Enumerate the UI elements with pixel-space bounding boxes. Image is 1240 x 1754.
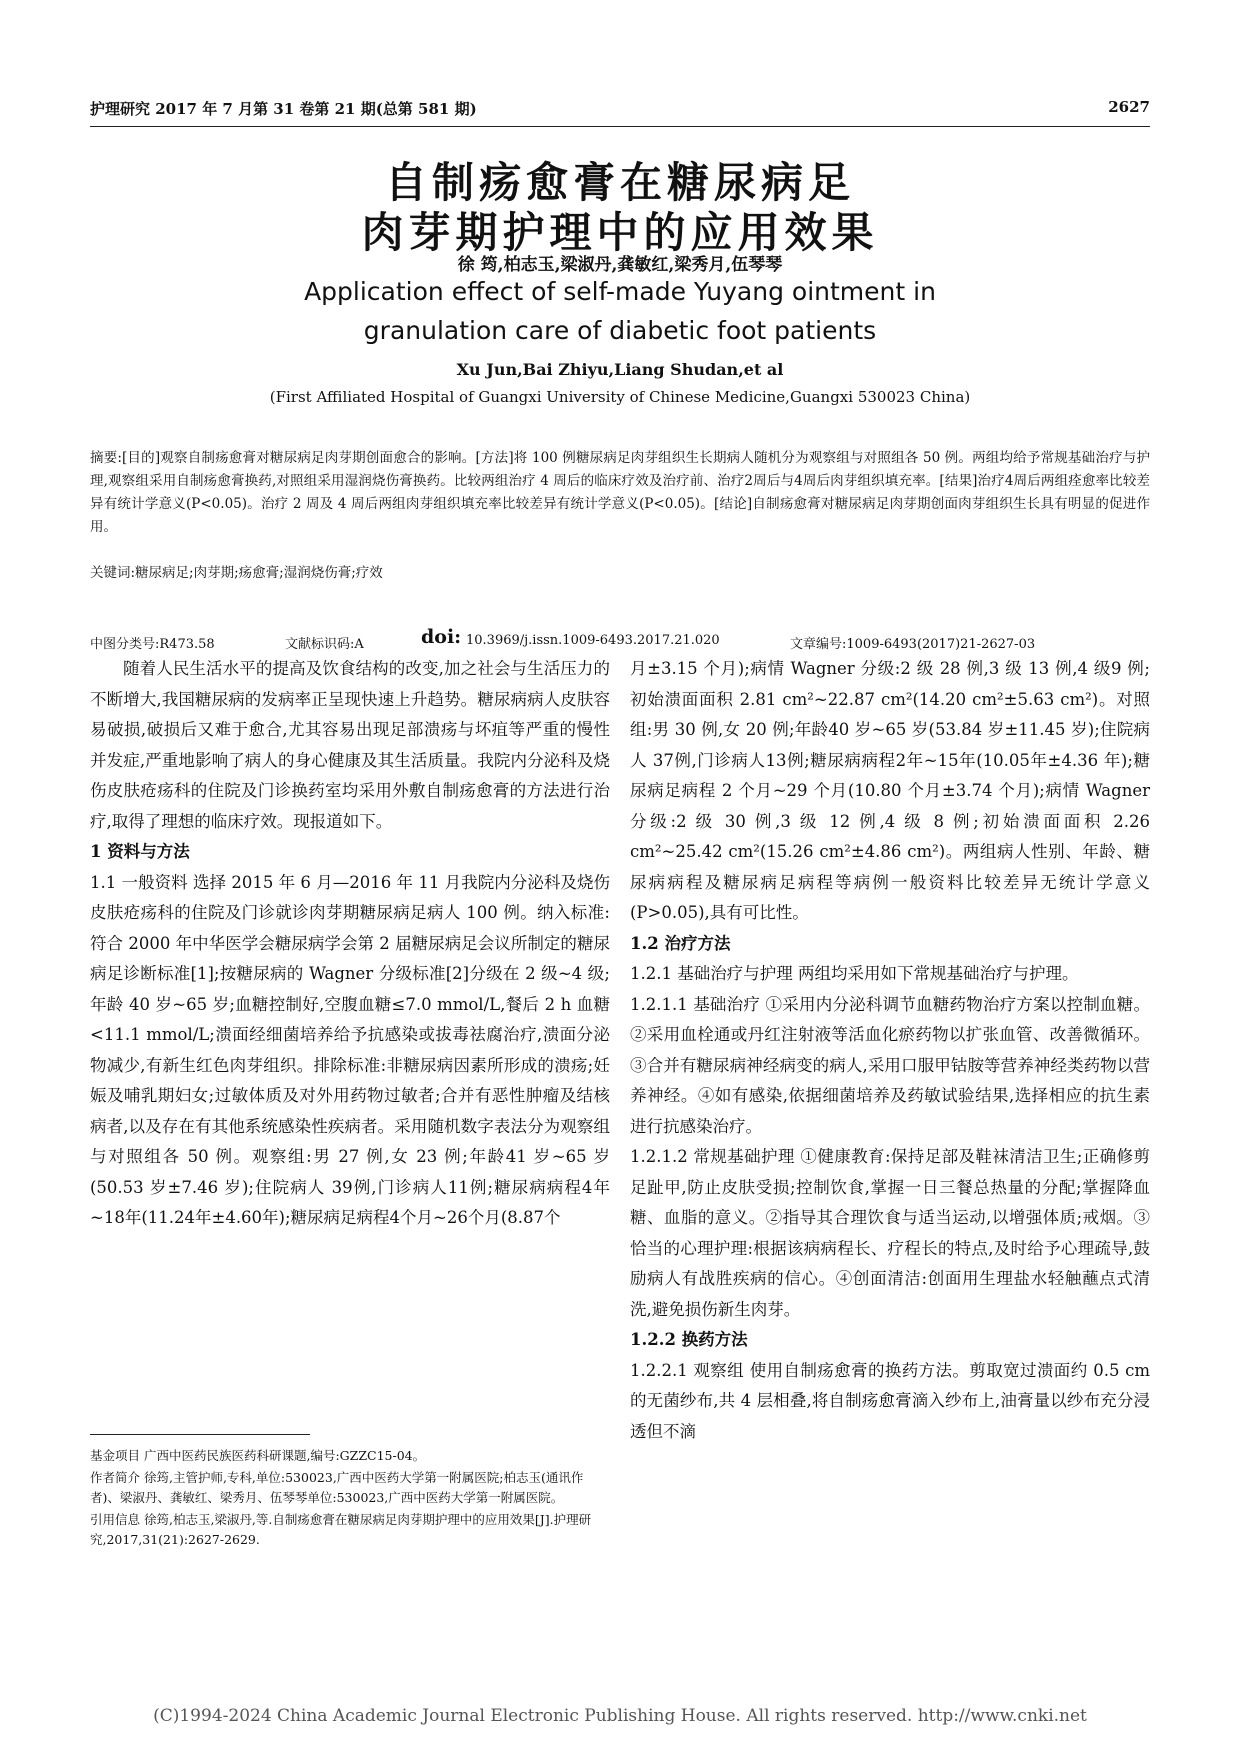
footnotes xyxy=(90,1446,610,1552)
copyright-footer: (C)1994-2024 China Academic Journal Electronic Publishing House. All rights reserved. http://www.cnki.net xyxy=(153,1706,1087,1726)
general-data-paragraph: 1.1 一般资料 选择 2015 年 6 月—2016 年 11 月我院内分泌科及烧伤皮肤疮疡科的住院及门诊就诊肉芽期糖尿病足病人 100 例。纳入标准:符合 2000 年中华医学会糖尿病学会第 2 届糖尿病足会议所制定的糖尿病足诊断标准[1];按糖尿病的 Wagner 分级标准[2]分级在 2 级~4 级;年龄 40 岁~65 岁;血糖控制好,空腹血糖≤7.0 mmol/L,餐后 2 h 血糖<11.1 mmol/L;溃面经细菌培养给予抗感染或拔毒祛腐治疗,溃面分泌物减少,有新生红色肉芽组织。排除标准:非糖尿病因素所形成的溃疡;妊娠及哺乳期妇女;过敏体质及对外用药物过敏者;合并有恶性肿瘤及结核病者,以及存在有其他系统感染性疾病者。采用随机数字表法分为观察组与对照组各 50 例。观察组:男 27 例,女 23 例;年龄41 岁~65 岁(50.53 岁±7.46 岁);住院病人 39例,门诊病人11例;糖尿病病程4年~18年(11.24年±4.60年);糖尿病足病程4个月~26个月(8.87个 xyxy=(90,872,610,1227)
basic-treatment-paragraph: 1.2.1 基础治疗与护理 两组均采用如下常规基础治疗与护理。 xyxy=(630,964,1079,983)
journal-header: 护理研究 2017 年 7 月第 31 卷第 21 期(总第 581 期) xyxy=(90,100,477,118)
footnote-rule xyxy=(90,1434,310,1435)
title-cn-line-2: 肉芽期护理中的应用效果 xyxy=(361,208,879,257)
authors-cn: 徐 筠,柏志玉,梁淑丹,龚敏红,梁秀月,伍琴琴 xyxy=(457,255,783,275)
observation-group-paragraph: 1.2.2.1 观察组 使用自制疡愈膏的换药方法。剪取宽过溃面约 0.5 cm 的无菌纱布,共 4 层相叠,将自制疡愈膏滴入纱布上,油膏量以纱布充分浸透但不滴 xyxy=(630,1360,1150,1441)
title-en-line-1: Application effect of self-made Yuyang ointment in xyxy=(304,277,936,306)
title-cn-line-1: 自制疡愈膏在糖尿病足 xyxy=(384,158,855,207)
section-heading-dressing: 1.2.2 换药方法 xyxy=(630,1330,748,1349)
section-heading-methods: 1 资料与方法 xyxy=(90,842,190,861)
keywords: 关键词:糖尿病足;肉芽期;疡愈膏;湿润烧伤膏;疗效 xyxy=(90,565,383,581)
article-number: 文章编号:1009-6493(2017)21-2627-03 xyxy=(790,637,1036,652)
title-en-line-2: granulation care of diabetic foot patients xyxy=(363,316,877,345)
basic-therapy-paragraph: 1.2.1.1 基础治疗 ①采用内分泌科调节血糖药物治疗方案以控制血糖。②采用血栓通或丹红注射液等活血化瘀药物以扩张血管、改善微循环。③合并有糖尿病神经病变的病人,采用口服甲钴胺等营养神经类药物以营养神经。④如有感染,依据细菌培养及药敏试验结果,选择相应的抗生素进行抗感染治疗。 xyxy=(630,994,1150,1136)
routine-nursing-paragraph: 1.2.1.2 常规基础护理 ①健康教育:保持足部及鞋袜清洁卫生;正确修剪足趾甲,防止皮肤受损;控制饮食,掌握一日三餐总热量的分配;掌握降血糖、血脂的意义。②指导其合理饮食与适当运动,以增强体质;戒烟。③恰当的心理护理:根据该病病程长、疗程长的特点,及时给予心理疏导,鼓励病人有战胜疾病的信心。④创面清洁:创面用生理盐水轻触蘸点式清洗,避免损伤新生肉芽。 xyxy=(630,1147,1150,1319)
page-number: 2627 xyxy=(1108,98,1150,116)
abstract: 摘要:[目的]观察自制疡愈膏对糖尿病足肉芽期创面愈合的影响。[方法]将 100 例糖尿病足肉芽组织生长期病人随机分为观察组与对照组各 50 例。两组均给予常规基础治疗与护理,观察组采用自制疡愈膏换药,对照组采用湿润烧伤膏换药。比较两组治疗 4 周后的临床疗效及治疗前、治疗2周后与4周后肉芽组织填充率。[结果]治疗4周后两组痊愈率比较差异有统计学意义(P<0.05)。治疗 2 周及 4 周后两组肉芽组织填充率比较差异有统计学意义(P<0.05)。[结论]自制疡愈膏对糖尿病足肉芽期创面肉芽组织生长具有明显的促进作用。 xyxy=(90,450,1150,535)
general-data-continued: 月±3.15 个月);病情 Wagner 分级:2 级 28 例,3 级 13 例,4 级9 例;初始溃面面积 2.81 cm²~22.87 cm²(14.20 cm²±5.63 cm²)。对照组:男 30 例,女 20 例;年龄40 岁~65 岁(53.84 岁±11.45 岁);住院病人 37例,门诊病人13例;糖尿病病程2年~15年(10.05年±4.36 年);糖尿病足病程 2 个月~29 个月(10.80 个月±3.74 个月);病情 Wagner 分级:2 级 30 例,3 级 12 例,4 级 8 例;初始溃面面积 2.26 cm²~25.42 cm²(15.26 cm²±4.86 cm²)。两组病人性别、年龄、糖尿病病程及糖尿病足病程等病例一般资料比较差异无统计学意义(P>0.05),具有可比性。 xyxy=(630,659,1150,922)
intro-paragraph: 随着人民生活水平的提高及饮食结构的改变,加之社会与生活压力的不断增大,我国糖尿病的发病率正呈现快速上升趋势。糖尿病病人皮肤容易破损,破损后又难于愈合,尤其容易出现足部溃疡与坏疽等严重的慢性并发症,严重地影响了病人的身心健康及其生活质量。我院内分泌科及烧伤皮肤疮疡科的住院及门诊换药室均采用外敷自制疡愈膏的方法进行治疗,取得了理想的临床疗效。现报道如下。 xyxy=(90,659,610,831)
left-column xyxy=(90,654,610,1234)
funding-note: 基金项目 广西中医药民族医药科研课题,编号:GZZC15-04。 xyxy=(90,1448,426,1463)
right-column xyxy=(630,654,1150,1447)
document-code: 文献标识码:A xyxy=(285,637,364,652)
doi-label: doi: xyxy=(421,626,462,648)
doi-value: 10.3969/j.issn.1009-6493.2017.21.020 xyxy=(466,633,720,648)
header-rule xyxy=(90,126,1150,127)
clc-number: 中图分类号:R473.58 xyxy=(90,637,215,652)
citation-note: 引用信息 徐筠,柏志玉,梁淑丹,等.自制疡愈膏在糖尿病足肉芽期护理中的应用效果[J].护理研究,2017,31(21):2627-2629. xyxy=(90,1512,592,1547)
authors-en: Xu Jun,Bai Zhiyu,Liang Shudan,et al xyxy=(456,360,784,379)
affiliation-en: (First Affiliated Hospital of Guangxi University of Chinese Medicine,Guangxi 530023 China) xyxy=(269,388,971,406)
section-heading-treatment: 1.2 治疗方法 xyxy=(630,933,731,953)
author-note: 作者简介 徐筠,主管护师,专科,单位:530023,广西中医药大学第一附属医院;柏志玉(通讯作者)、梁淑丹、龚敏红、梁秀月、伍琴琴单位:530023,广西中医药大学第一附属医院。 xyxy=(90,1470,584,1505)
